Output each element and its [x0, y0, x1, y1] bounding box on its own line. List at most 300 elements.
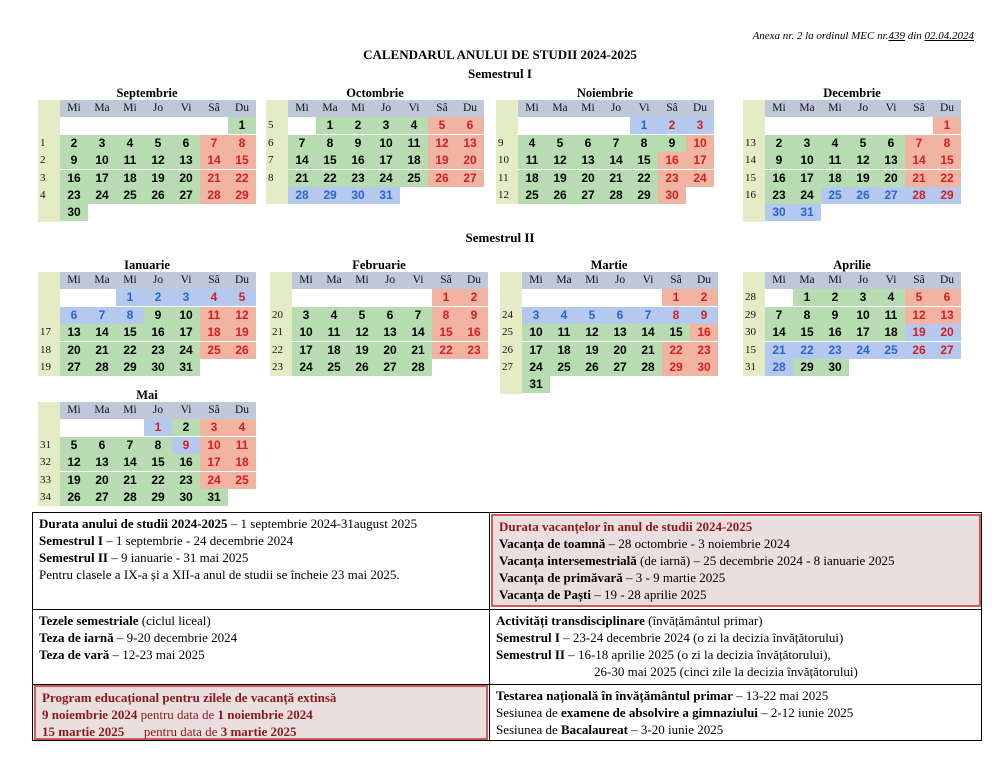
day-cell: 26 — [60, 489, 88, 506]
day-cell: 7 — [905, 135, 933, 152]
day-cell: 20 — [60, 342, 88, 359]
day-cell: 20 — [933, 324, 961, 341]
week-number: 14 — [745, 154, 756, 167]
day-cell: 9 — [460, 307, 488, 324]
day-cell: 11 — [320, 324, 348, 341]
day-cell: 26 — [348, 359, 376, 376]
week-number: 15 — [745, 171, 756, 184]
day-cell: 27 — [376, 359, 404, 376]
day-cell: 15 — [228, 152, 256, 169]
day-cell: 24 — [172, 342, 200, 359]
day-cell: 15 — [793, 324, 821, 341]
day-header: Jo — [372, 100, 400, 117]
day-cell: 22 — [116, 342, 144, 359]
day-cell: 9 — [765, 152, 793, 169]
day-cell: 30 — [765, 204, 793, 221]
day-cell: 13 — [574, 152, 602, 169]
day-cell: 19 — [144, 170, 172, 187]
month-martie — [500, 258, 718, 394]
day-cell: 21 — [288, 170, 316, 187]
day-cell: 4 — [116, 135, 144, 152]
day-cell: 13 — [606, 324, 634, 341]
day-cell: 22 — [662, 342, 690, 359]
day-cell: 1 — [662, 289, 690, 306]
week-number: 7 — [268, 154, 274, 167]
day-cell: 28 — [404, 359, 432, 376]
day-cell: 7 — [288, 135, 316, 152]
day-cell: 21 — [602, 170, 630, 187]
day-cell: 17 — [292, 342, 320, 359]
month-septembrie — [38, 86, 256, 222]
week-number: 3 — [40, 171, 46, 184]
day-cell: 29 — [933, 187, 961, 204]
day-cell: 4 — [228, 419, 256, 436]
day-cell: 22 — [432, 342, 460, 359]
day-cell: 8 — [116, 307, 144, 324]
day-cell: 17 — [88, 170, 116, 187]
day-cell: 26 — [849, 187, 877, 204]
day-header: Vi — [877, 100, 905, 117]
week-number: 34 — [40, 491, 51, 503]
week-number: 11 — [498, 171, 509, 184]
day-header: Ma — [88, 100, 116, 117]
day-cell: 3 — [372, 117, 400, 134]
day-cell: 12 — [578, 324, 606, 341]
day-header: Jo — [144, 402, 172, 419]
day-header: Mi — [578, 272, 606, 289]
day-cell: 23 — [144, 342, 172, 359]
day-cell: 18 — [116, 170, 144, 187]
day-cell: 16 — [460, 324, 488, 341]
program-box: Program educațional pentru zilele de vacanță extinsă 9 noiembrie 2024 pentru data de 1 noiembrie 2024 15 martie 2025 pentru data de 3 martie 2025 — [34, 685, 488, 740]
day-cell: 24 — [686, 170, 714, 187]
month-name: Octombrie — [346, 86, 404, 100]
day-cell: 17 — [522, 342, 550, 359]
day-cell: 16 — [690, 324, 718, 341]
day-header: Du — [933, 100, 961, 117]
durata-box: Durata anului de studii 2024-2025 – 1 septembrie 2024-31august 2025 Semestrul I – 1 septembrie - 24 decembrie 2024 Semestrul II – 9 ianuarie - 31 mai 2025 Pentru clasele a IX-a și a XII-a anul de studii se încheie 23 mai 2025. — [39, 516, 418, 582]
day-cell: 10 — [522, 324, 550, 341]
day-cell: 25 — [116, 187, 144, 204]
day-cell: 10 — [172, 307, 200, 324]
day-cell: 20 — [574, 170, 602, 187]
day-cell: 1 — [630, 117, 658, 134]
day-cell: 15 — [144, 454, 172, 471]
day-cell: 14 — [88, 324, 116, 341]
week-number: 24 — [502, 308, 513, 321]
day-cell: 8 — [630, 135, 658, 152]
day-cell: 3 — [686, 117, 714, 134]
day-cell: 2 — [658, 117, 686, 134]
day-cell: 14 — [905, 152, 933, 169]
day-header: Jo — [376, 272, 404, 289]
day-cell: 16 — [821, 324, 849, 341]
day-cell: 17 — [793, 170, 821, 187]
day-cell: 27 — [574, 187, 602, 204]
day-header: Vi — [630, 100, 658, 117]
week-number: 5 — [268, 119, 274, 132]
day-cell: 7 — [765, 307, 793, 324]
month-name: Noiembrie — [576, 86, 634, 100]
day-cell: 14 — [404, 324, 432, 341]
day-header: Mi — [348, 272, 376, 289]
day-cell: 14 — [634, 324, 662, 341]
day-cell: 24 — [522, 359, 550, 376]
day-cell: 24 — [88, 187, 116, 204]
day-cell: 4 — [550, 307, 578, 324]
day-cell: 7 — [88, 307, 116, 324]
week-number: 4 — [40, 189, 46, 201]
day-cell: 8 — [432, 307, 460, 324]
day-cell: 21 — [88, 342, 116, 359]
day-cell: 3 — [172, 289, 200, 306]
day-cell: 27 — [456, 170, 484, 187]
day-cell: 18 — [228, 454, 256, 471]
day-cell: 29 — [662, 359, 690, 376]
day-header: Sâ — [200, 272, 228, 289]
day-cell: 5 — [578, 307, 606, 324]
day-cell: 4 — [320, 307, 348, 324]
day-cell: 18 — [518, 170, 546, 187]
day-cell: 16 — [144, 324, 172, 341]
day-header: Sâ — [662, 272, 690, 289]
day-cell: 22 — [933, 170, 961, 187]
day-cell: 18 — [400, 152, 428, 169]
day-cell: 1 — [144, 419, 172, 436]
testare-box: Testarea națională în învățământul primar – 13-22 mai 2025 Sesiunea de examene de absolvire a gimnaziului – 2-12 iunie 2025 Sesiunea de Bacalaureat – 3-20 iunie 2025 — [496, 688, 854, 737]
week-number: 10 — [498, 154, 509, 167]
week-number: 21 — [272, 326, 283, 339]
day-header: Mi — [574, 100, 602, 117]
day-cell: 19 — [228, 324, 256, 341]
day-cell: 22 — [316, 170, 344, 187]
day-header: Jo — [606, 272, 634, 289]
day-cell: 30 — [172, 489, 200, 506]
day-cell: 22 — [793, 342, 821, 359]
day-cell: 2 — [344, 117, 372, 134]
day-header: Du — [456, 100, 484, 117]
day-cell: 25 — [821, 187, 849, 204]
day-cell: 12 — [228, 307, 256, 324]
day-cell: 2 — [172, 419, 200, 436]
day-cell: 25 — [200, 342, 228, 359]
day-cell: 16 — [658, 152, 686, 169]
day-header: Sâ — [428, 100, 456, 117]
semester-1-title: Semestrul I — [468, 66, 532, 81]
day-cell: 11 — [228, 437, 256, 454]
day-cell: 13 — [456, 135, 484, 152]
week-number: 19 — [40, 361, 51, 373]
month-octombrie — [266, 86, 484, 204]
day-cell: 8 — [662, 307, 690, 324]
day-cell: 2 — [821, 289, 849, 306]
day-cell: 22 — [228, 170, 256, 187]
week-number: 1 — [40, 136, 46, 149]
day-header: Jo — [849, 100, 877, 117]
info-panel — [32, 512, 982, 741]
day-cell: 6 — [933, 289, 961, 306]
day-header: Ma — [793, 272, 821, 289]
day-header: Vi — [172, 100, 200, 117]
month-name: Martie — [590, 258, 628, 272]
day-header: Sâ — [432, 272, 460, 289]
day-cell: 13 — [88, 454, 116, 471]
day-cell: 6 — [172, 135, 200, 152]
day-cell: 15 — [432, 324, 460, 341]
day-header: Mi — [288, 100, 316, 117]
day-cell: 29 — [228, 187, 256, 204]
day-cell: 12 — [849, 152, 877, 169]
day-cell: 25 — [550, 359, 578, 376]
day-cell: 14 — [288, 152, 316, 169]
day-cell: 2 — [690, 289, 718, 306]
day-cell: 21 — [634, 342, 662, 359]
day-header: Vi — [172, 402, 200, 419]
day-cell: 13 — [376, 324, 404, 341]
day-cell: 17 — [172, 324, 200, 341]
day-cell: 1 — [432, 289, 460, 306]
week-number: 29 — [745, 308, 756, 321]
day-cell: 26 — [905, 342, 933, 359]
day-header: Du — [228, 100, 256, 117]
day-cell: 30 — [658, 187, 686, 204]
day-header: Ma — [316, 100, 344, 117]
day-cell: 19 — [905, 324, 933, 341]
day-header: Mi — [765, 272, 793, 289]
week-number: 31 — [40, 438, 51, 451]
day-cell: 27 — [933, 342, 961, 359]
day-cell: 17 — [849, 324, 877, 341]
day-cell: 15 — [116, 324, 144, 341]
day-cell: 24 — [849, 342, 877, 359]
day-cell: 8 — [316, 135, 344, 152]
day-cell: 10 — [200, 437, 228, 454]
semester-2-title: Semestrul II — [465, 230, 535, 245]
day-cell: 9 — [172, 437, 200, 454]
day-cell: 8 — [793, 307, 821, 324]
day-cell: 6 — [376, 307, 404, 324]
day-cell: 15 — [662, 324, 690, 341]
day-cell: 18 — [550, 342, 578, 359]
day-cell: 30 — [821, 359, 849, 376]
week-number: 32 — [40, 456, 51, 469]
day-header: Mi — [116, 272, 144, 289]
day-cell: 20 — [606, 342, 634, 359]
day-cell: 16 — [172, 454, 200, 471]
day-cell: 9 — [821, 307, 849, 324]
day-cell: 1 — [933, 117, 961, 134]
day-cell: 2 — [144, 289, 172, 306]
day-cell: 6 — [877, 135, 905, 152]
day-header: Ma — [320, 272, 348, 289]
day-cell: 27 — [60, 359, 88, 376]
day-cell: 28 — [288, 187, 316, 204]
day-cell: 21 — [116, 472, 144, 489]
day-cell: 9 — [658, 135, 686, 152]
day-cell: 31 — [522, 376, 550, 393]
day-cell: 4 — [877, 289, 905, 306]
day-cell: 20 — [877, 170, 905, 187]
day-header: Mi — [60, 100, 88, 117]
day-cell: 10 — [292, 324, 320, 341]
month-name: Decembrie — [823, 86, 881, 100]
day-cell: 29 — [116, 359, 144, 376]
day-cell: 22 — [630, 170, 658, 187]
day-cell: 10 — [372, 135, 400, 152]
day-cell: 19 — [849, 170, 877, 187]
day-cell: 7 — [116, 437, 144, 454]
day-cell: 24 — [200, 472, 228, 489]
day-cell: 12 — [60, 454, 88, 471]
day-cell: 10 — [88, 152, 116, 169]
day-cell: 5 — [60, 437, 88, 454]
day-cell: 8 — [933, 135, 961, 152]
day-cell: 19 — [546, 170, 574, 187]
day-cell: 14 — [765, 324, 793, 341]
day-cell: 28 — [765, 359, 793, 376]
month-mai — [38, 388, 256, 506]
day-cell: 16 — [60, 170, 88, 187]
day-header: Jo — [602, 100, 630, 117]
day-cell: 17 — [686, 152, 714, 169]
day-header: Mi — [60, 402, 88, 419]
day-cell: 3 — [292, 307, 320, 324]
week-number: 23 — [272, 361, 283, 373]
day-cell: 26 — [546, 187, 574, 204]
day-cell: 11 — [518, 152, 546, 169]
day-cell: 23 — [172, 472, 200, 489]
day-cell: 5 — [144, 135, 172, 152]
day-header: Ma — [550, 272, 578, 289]
day-cell: 4 — [200, 289, 228, 306]
day-cell: 30 — [690, 359, 718, 376]
day-cell: 25 — [877, 342, 905, 359]
day-cell: 20 — [376, 342, 404, 359]
day-cell: 25 — [400, 170, 428, 187]
day-cell: 23 — [765, 187, 793, 204]
day-cell: 6 — [88, 437, 116, 454]
day-cell: 11 — [877, 307, 905, 324]
month-name: Ianuarie — [124, 258, 170, 272]
day-cell: 16 — [344, 152, 372, 169]
day-cell: 6 — [60, 307, 88, 324]
day-header: Vi — [634, 272, 662, 289]
day-header: Ma — [546, 100, 574, 117]
day-cell: 23 — [690, 342, 718, 359]
day-cell: 5 — [348, 307, 376, 324]
week-number: 15 — [745, 343, 756, 356]
day-cell: 30 — [60, 204, 88, 221]
week-number: 31 — [745, 361, 756, 373]
day-cell: 27 — [606, 359, 634, 376]
day-cell: 9 — [144, 307, 172, 324]
month-noiembrie — [496, 86, 714, 204]
day-header: Sâ — [658, 100, 686, 117]
day-header: Du — [460, 272, 488, 289]
day-cell: 11 — [116, 152, 144, 169]
day-cell: 13 — [933, 307, 961, 324]
week-number: 20 — [272, 308, 283, 321]
month-name: Februarie — [352, 258, 406, 272]
day-header: Du — [686, 100, 714, 117]
day-cell: 19 — [348, 342, 376, 359]
day-cell: 28 — [602, 187, 630, 204]
day-cell: 3 — [88, 135, 116, 152]
day-cell: 18 — [877, 324, 905, 341]
day-cell: 7 — [404, 307, 432, 324]
day-header: Mi — [522, 272, 550, 289]
day-cell: 9 — [344, 135, 372, 152]
day-cell: 21 — [404, 342, 432, 359]
day-cell: 11 — [821, 152, 849, 169]
day-cell: 31 — [793, 204, 821, 221]
day-header: Du — [228, 402, 256, 419]
day-cell: 12 — [428, 135, 456, 152]
day-cell: 17 — [200, 454, 228, 471]
day-cell: 30 — [144, 359, 172, 376]
day-cell: 29 — [316, 187, 344, 204]
week-number: 27 — [502, 361, 513, 373]
day-cell: 24 — [292, 359, 320, 376]
day-header: Mi — [344, 100, 372, 117]
day-cell: 12 — [546, 152, 574, 169]
day-header: Jo — [849, 272, 877, 289]
day-header: Vi — [404, 272, 432, 289]
day-cell: 18 — [200, 324, 228, 341]
day-cell: 26 — [144, 187, 172, 204]
day-cell: 23 — [344, 170, 372, 187]
day-header: Mi — [821, 272, 849, 289]
month-februarie — [270, 258, 488, 376]
day-cell: 12 — [144, 152, 172, 169]
day-cell: 16 — [765, 170, 793, 187]
day-cell: 12 — [348, 324, 376, 341]
day-header: Jo — [144, 100, 172, 117]
day-cell: 25 — [518, 187, 546, 204]
day-cell: 14 — [116, 454, 144, 471]
day-header: Mi — [116, 402, 144, 419]
teze-box: Tezele semestriale (ciclul liceal) Teza de iarnă – 9-20 decembrie 2024 Teza de vară – 12-23 mai 2025 — [39, 613, 238, 662]
day-cell: 31 — [372, 187, 400, 204]
day-cell: 1 — [316, 117, 344, 134]
month-name: Aprilie — [833, 258, 871, 272]
day-cell: 2 — [460, 289, 488, 306]
day-cell: 24 — [372, 170, 400, 187]
day-cell: 30 — [344, 187, 372, 204]
day-cell: 6 — [606, 307, 634, 324]
day-cell: 28 — [88, 359, 116, 376]
day-cell: 5 — [905, 289, 933, 306]
activitati-box: Activități transdisciplinare (învățământul primar) Semestrul I – 23-24 decembrie 2024 (o zi la decizia învățătorului) Semestrul II – 16-18 aprilie 2025 (o zi la decizia învățătorului), 26-30 mai 2025 (cinci zile la decizia învățătorului) — [496, 613, 858, 679]
day-cell: 24 — [793, 187, 821, 204]
day-cell: 25 — [320, 359, 348, 376]
day-cell: 5 — [428, 117, 456, 134]
day-cell: 2 — [60, 135, 88, 152]
day-cell: 5 — [546, 135, 574, 152]
week-number: 30 — [745, 326, 756, 339]
day-cell: 31 — [200, 489, 228, 506]
day-cell: 28 — [116, 489, 144, 506]
day-cell: 6 — [456, 117, 484, 134]
day-cell: 20 — [88, 472, 116, 489]
day-header: Mi — [292, 272, 320, 289]
day-header: Du — [690, 272, 718, 289]
day-cell: 3 — [200, 419, 228, 436]
day-cell: 25 — [228, 472, 256, 489]
day-cell: 28 — [905, 187, 933, 204]
week-number: 2 — [40, 154, 46, 167]
day-cell: 11 — [550, 324, 578, 341]
